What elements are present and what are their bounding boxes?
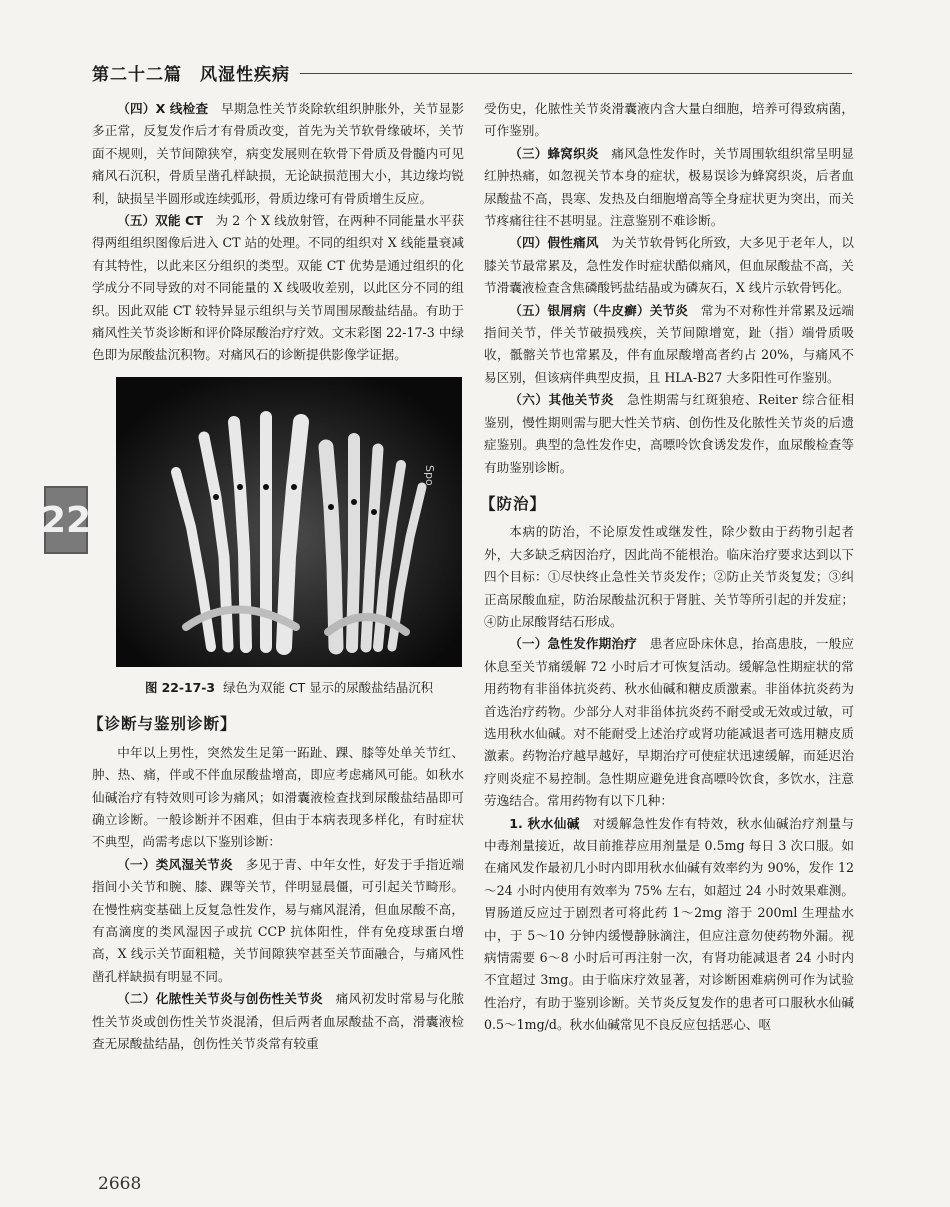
paragraph-cellulitis [484,143,854,233]
caption-text: 绿色为双能 CT 显示的尿酸盐结晶沉积 [223,679,434,695]
paragraph-xray [92,98,464,210]
heading-acute-treatment: （一）急性发作期治疗 [509,636,637,652]
paragraph-acute-treatment [484,633,854,812]
section-title-treatment: 【防治】 [480,494,547,513]
paragraph-colchicine [484,813,854,1037]
heading-psoriatic: （五）银屑病（牛皮癣）关节炎 [509,302,689,318]
section-title-diagnosis: 【诊断与鉴别诊断】 [88,715,237,734]
left-column [88,98,465,1055]
heading-septic: （二）化脓性关节炎与创伤性关节炎 [117,991,323,1007]
figure-dual-ct-image [116,377,462,667]
paragraph-ra [92,854,464,988]
right-column [480,98,855,1037]
heading-dual-ct: （五）双能 CT [117,213,203,229]
text-ra: 多见于青、中年女性，好发于手指近端指间小关节和腕、膝、踝等关节，伴明显晨僵，可引起关节畸形。在慢性病变基础上反复急性发作，易与痛风混淆，但血尿酸不高，有高滴度的类风湿因子或抗 CCP 抗体阳性，伴有免疫球蛋白增高，X 线示关节面粗糙，关节间隙狭窄甚至关节面融合，与痛风性凿孔样缺损有明显不同。 [92,856,465,984]
page-number: 2668 [98,1174,142,1194]
foot-ct-illustration [116,377,462,667]
paragraph-dual-ct [92,210,464,367]
figure-side-label: Spo [423,464,436,486]
text-colchicine: 对缓解急性发作有特效，秋水仙碱治疗剂量与中毒剂量接近，故目前推荐应用剂量是 0.5mg 每日 3 次口服。如在痛风发作最初几小时内即用秋水仙碱有效率约为 90%，发作 12～24 小时内使用有效率为 75% 左右，如超过 24 小时效果难测。胃肠道反应过于剧烈者可将此药 1～2mg 溶于 200ml 生理盐水中，于 5～10 分钟内缓慢静脉滴注，但应注意勿使药物外漏。视病情需要 6～8 小时后可再注射一次，有肾功能减退者 24 小时内不宜超过 3mg。由于临床疗效显著，对诊断困难病例可作为试验性治疗，有助于鉴别诊断。关节炎反复发作的患者可口服秋水仙碱 0.5～1mg/d。秋水仙碱常见不良反应包括恶心、呕 [484,815,854,1033]
chapter-tab: 22 [44,486,88,554]
header-title: 第二十二篇 风湿性疾病 [92,64,290,85]
heading-cellulitis: （三）蜂窝织炎 [509,145,599,161]
text-acute-treatment: 患者应卧床休息，抬高患肢，一般应休息至关节痛缓解 72 小时后才可恢复活动。缓解急性期症状的常用药物有非甾体抗炎药、秋水仙碱和糖皮质激素。非甾体抗炎药为首选治疗药物。少部分人对非甾体抗炎药不耐受或无效或过敏，可选用秋水仙碱。对不能耐受上述治疗或肾功能减退者可选用糖皮质激素。药物治疗越早越好，早期治疗可使症状迅速缓解，而延迟治疗则炎症不易控制。急性期应避免进食高嘌呤饮食，多饮水，注意劳逸结合。常用药物有以下几种： [484,636,855,809]
paragraph-diagnosis-intro: 中年以上男性，突然发生足第一跖趾、踝、膝等处单关节红、肿、热、痛，伴或不伴血尿酸盐增高，即应考虑痛风可能。如秋水仙碱治疗有特效则可诊为痛风；如滑囊液检查找到尿酸盐结晶即可确立诊断。一般诊断并不困难，但由于本病表现多样化，有时症状不典型，尚需考虑以下鉴别诊断： [92,744,464,850]
paragraph-other-arthritis [484,389,854,479]
text-septic: 痛风初发时常易与化脓性关节炎或创伤性关节炎混淆，但后两者血尿酸盐不高，滑囊液检查无尿酸盐结晶，创伤性关节炎常有较重 [92,991,465,1051]
paragraph-treatment-intro: 本病的防治，不论原发性或继发性，除少数由于药物引起者外，大多缺乏病因治疗，因此尚不能根治。临床治疗要求达到以下四个目标：①尽快终止急性关节炎发作；②防止关节炎复发；③纠正高尿酸血症，防治尿酸盐沉积于肾脏、关节等所引起的并发症；④防止尿酸肾结石形成。 [484,524,854,629]
heading-xray: （四）X 线检查 [117,101,209,116]
running-header [92,58,852,86]
heading-pseudogout: （四）假性痛风 [509,235,599,251]
text-cellulitis: 痛风急性发作时，关节周围软组织常呈明显红肿热痛，如忽视关节本身的症状，极易误诊为蜂窝织炎，后者血尿酸盐不高，畏寒、发热及白细胞增高等全身症状更为突出，而关节疼痛往往不甚明显。注意鉴别不难诊断。 [484,145,855,229]
header-rule [300,73,852,74]
text-dual-ct: 为 2 个 X 线放射管，在两种不同能量水平获得两组组织图像后进入 CT 站的处理。不同的组织对 X 线能量衰减有其特性，以此来区分组织的类型。双能 CT 优势是通过组织的化学成分不同导致的对不同能量的 X 线吸收差别，以此区分不同的组织。因此双能 CT 较特异显示组织与关节周围尿酸盐结晶。有助于痛风性关节炎诊断和评价降尿酸治疗疗效。文末彩图 22-17-3 中绿色即为尿酸盐沉积物。对痛风石的诊断提供影像学证据。 [92,213,464,363]
heading-other-arthritis: （六）其他关节炎 [509,392,614,408]
text-other-arthritis: 急性期需与红斑狼疮、Reiter 综合征相鉴别，慢性期则需与肥大性关节病、创伤性及化脓性关节炎的后遗症鉴别。典型的急性发作史，高嘌呤饮食诱发发作，血尿酸检查等有助鉴别诊断。 [484,392,854,475]
heading-colchicine: 1. 秋水仙碱 [509,815,580,831]
text-xray: 早期急性关节炎除软组织肿胀外，关节显影多正常，反复发作后才有骨质改变，首先为关节软骨缘破坏，关节面不规则，关节间隙狭窄，病变发展则在软骨下骨质及骨髓内可见痛风石沉积，骨质呈凿孔样缺损，无论缺损范围大小，其边缘均锐利，缺损呈半圆形或连续弧形，骨质边缘可有骨质增生反应。 [92,101,464,206]
paragraph-pseudogout [484,232,854,299]
figure-caption [116,677,462,699]
text-pseudogout: 为关节软骨钙化所致，大多见于老年人，以膝关节最常累及，急性发作时症状酷似痛风，但血尿酸盐不高，关节滑囊液检查含焦磷酸钙盐结晶或为磷灰石，X 线片示软骨钙化。 [484,235,855,296]
caption-number: 图 22-17-3 [144,679,216,695]
paragraph-psoriatic [484,300,854,390]
paragraph-septic [92,988,464,1055]
heading-ra: （一）类风湿关节炎 [117,856,233,872]
paragraph-septic-continued: 受伤史，化脓性关节炎滑囊液内含大量白细胞，培养可得致病菌，可作鉴别。 [484,101,854,139]
text-psoriatic: 常为不对称性并常累及远端指间关节，伴关节破损残疾，关节间隙增宽，趾（指）端骨质吸收，骶髂关节也常累及，伴有血尿酸增高者约占 20%，与痛风不易区别，但该病伴典型皮损，且 HLA-B27 大多阳性可作鉴别。 [484,302,855,385]
